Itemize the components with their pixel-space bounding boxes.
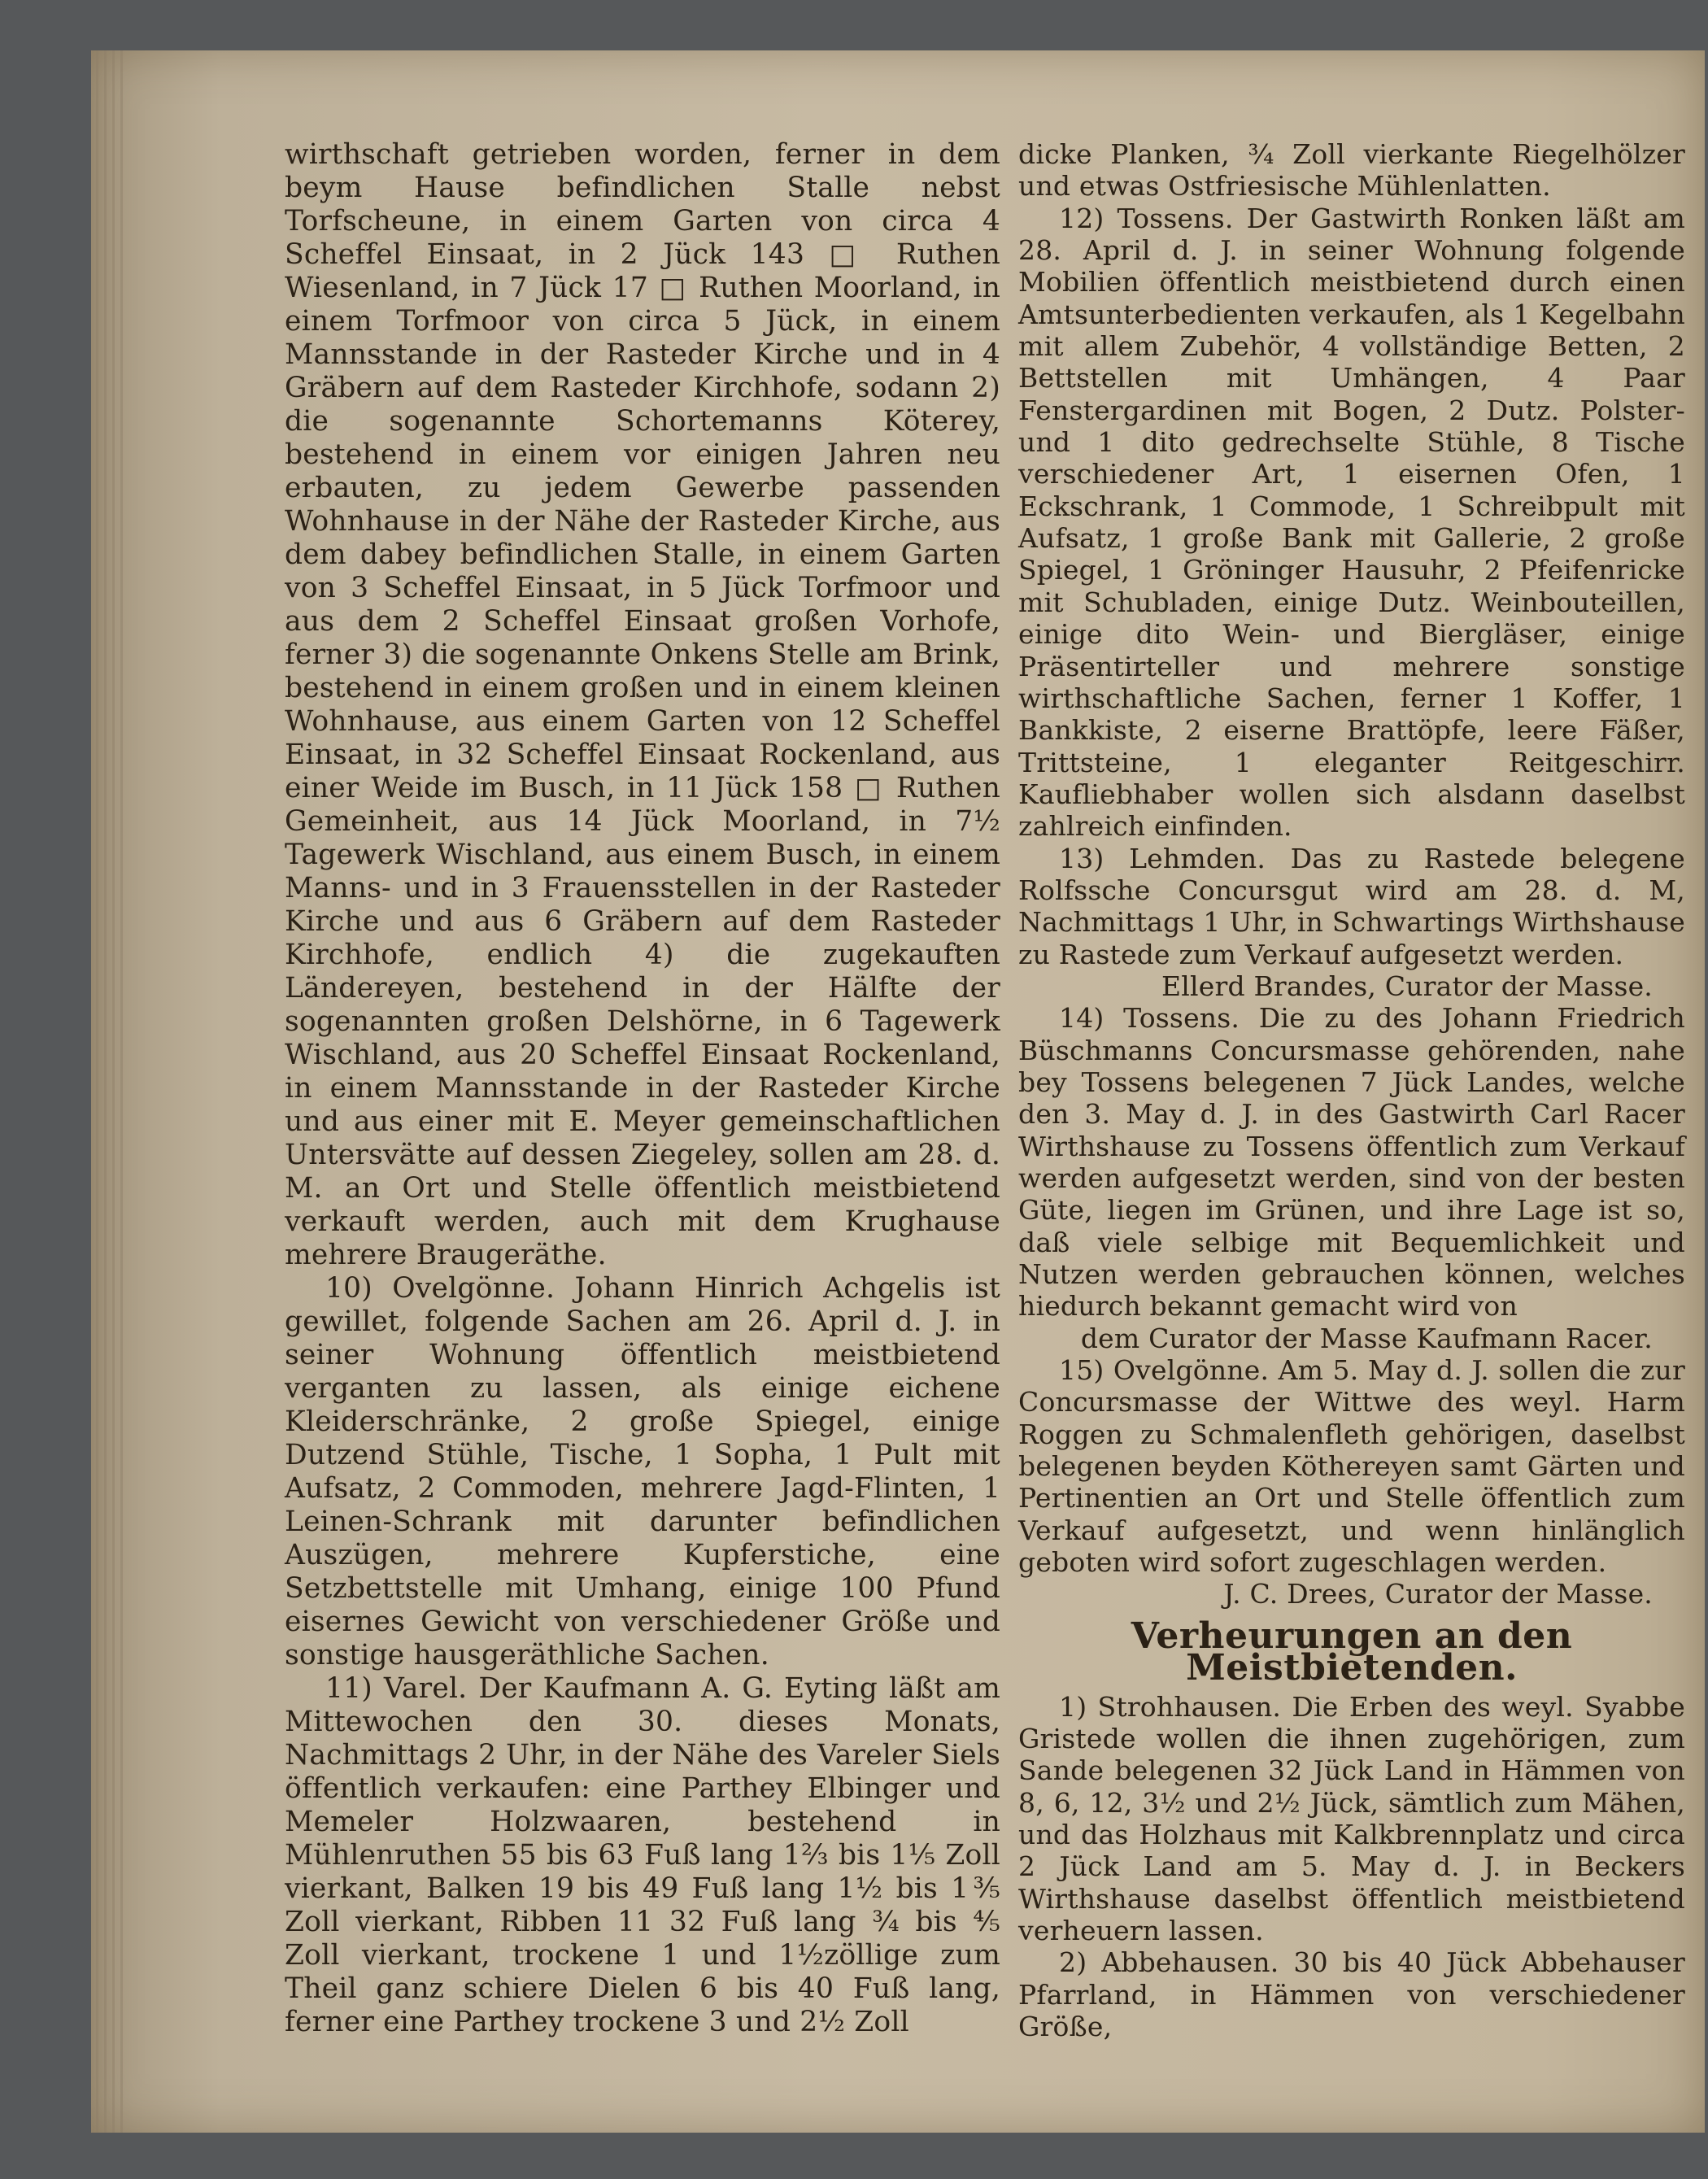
paragraph: 11) Varel. Der Kaufmann A. G. Eyting läßt am Mittewochen den 30. dieses Monats, Nachmittags 2 Uhr, in der Nähe des Vareler Siels öffentlich verkaufen: eine Parthey Elbinger und Memeler Holzwaaren, bestehend in Mühlenruthen 55 bis 63 Fuß lang 1⅔ bis 1⅕ Zoll vierkant, Balken 19 bis 49 Fuß lang 1½ bis 1⅗ Zoll vierkant, Ribben 11 32 Fuß lang ¾ bis ⅘ Zoll vierkant, trockene 1 und 1½zöllige zum Theil ganz schiere Dielen 6 bis 40 Fuß lang, ferner eine Parthey trockene 3 und 2½ Zoll bbox=[285, 1672, 1000, 2038]
page-edge bbox=[104, 50, 107, 2133]
signature-line: J. C. Drees, Curator der Masse. bbox=[1223, 1578, 1653, 1610]
paragraph: wirthschaft getrieben worden, ferner in dem beym Hause befindlichen Stalle nebst Torfscheune, in einem Garten von circa 4 Scheffel Einsaat, in 2 Jück 143 □ Ruthen Wiesenland, in 7 Jück 17 □ Ruthen Moorland, in einem Torfmoor von circa 5 Jück, in einem Mannsstande in der Rasteder Kirche und in 4 Gräbern auf dem Rasteder Kirchhofe, sodann 2) die sogenannte Schortemanns Köterey, bestehend in einem vor einigen Jahren neu erbauten, zu jedem Gewerbe passenden Wohnhause in der Nähe der Rasteder Kirche, aus dem dabey befindlichen Stalle, in einem Garten von 3 Scheffel Einsaat, in 5 Jück Torfmoor und aus dem 2 Scheffel Einsaat großen Vorhofe, ferner 3) die sogenannte Onkens Stelle am Brink, bestehend in einem großen und in einem kleinen Wohnhause, aus einem Garten von 12 Scheffel Einsaat, in 32 Scheffel Einsaat Rockenland, aus einer Weide im Busch, in 11 Jück 158 □ Ruthen Gemeinheit, aus 14 Jück Moorland, in 7½ Tagewerk Wischland, aus einem Busch, in einem Manns- und in 3 Frauensstellen in der Rasteder Kirche und aus 6 Gräbern auf dem Rasteder Kirchhofe, endlich 4) die zugekauften Ländereyen, bestehend in der Hälfte der sogenannten großen Delshörne, in 6 Tagewerk Wischland, aus 20 Scheffel Einsaat Rockenland, in einem Mannsstande in der Rasteder Kirche und aus einer mit E. Meyer gemeinschaftlichen Untersvätte auf dessen Ziegeley, sollen am 28. d. M. an Ort und Stelle öffentlich meistbietend verkauft werden, auch mit dem Krughause mehrere Braugeräthe. bbox=[285, 138, 1000, 1271]
page-edge bbox=[120, 50, 123, 2133]
right-column bbox=[1018, 138, 1685, 2042]
page-edge bbox=[96, 50, 98, 2133]
paragraph: 2) Abbehausen. 30 bis 40 Jück Abbehauser Pfarrland, in Hämmen von verschiedener Größe, bbox=[1018, 1946, 1685, 2042]
paragraph: 14) Tossens. Die zu des Johann Friedrich Büschmanns Concursmasse gehörenden, nahe bey Tossens belegenen 7 Jück Landes, welche den 3. May d. J. in des Gastwirth Carl Racer Wirthshause zu Tossens öffentlich zum Verkauf werden aufgesetzt werden, sind von der besten Güte, liegen im Grünen, und ihre Lage ist so, daß viele selbige mit Bequemlichkeit und Nutzen werden gebrauchen können, welches hiedurch bekannt gemacht wird von bbox=[1018, 1002, 1685, 1323]
page-edge bbox=[112, 50, 115, 2133]
paragraph: 12) Tossens. Der Gastwirth Ronken läßt am 28. April d. J. in seiner Wohnung folgende Mobilien öffentlich meistbietend durch einen Amtsunterbedienten verkaufen, als 1 Kegelbahn mit allem Zubehör, 4 vollständige Betten, 2 Bettstellen mit Umhängen, 4 Paar Fenstergardinen mit Bogen, 2 Dutz. Polster- und 1 dito gedrechselte Stühle, 8 Tische verschiedener Art, 1 eisernen Ofen, 1 Eckschrank, 1 Commode, 1 Schreibpult mit Aufsatz, 1 große Bank mit Gallerie, 2 große Spiegel, 1 Gröninger Hausuhr, 2 Pfeifenricke mit Schubladen, einige Dutz. Weinbouteillen, einige dito Wein- und Biergläser, einige Präsentirteller und mehrere sonstige wirthschaftliche Sachen, ferner 1 Koffer, 1 Bankkiste, 2 eiserne Brattöpfe, leere Fäßer, Trittsteine, 1 eleganter Reitgeschirr. Kaufliebhaber wollen sich alsdann daselbst zahlreich einfinden. bbox=[1018, 202, 1685, 843]
left-column bbox=[285, 138, 1000, 2039]
paragraph: 1) Strohhausen. Die Erben des weyl. Syabbe Gristede wollen die ihnen zugehörigen, zum Sande belegenen 32 Jück Land in Hämmen von 8, 6, 12, 3½ und 2½ Jück, sämtlich zum Mähen, und das Holzhaus mit Kalkbrennplatz und circa 2 Jück Land am 5. May d. J. in Beckers Wirthshause daselbst öffentlich meistbietend verheuern lassen. bbox=[1018, 1690, 1685, 1946]
paragraph: 10) Ovelgönne. Johann Hinrich Achgelis ist gewillet, folgende Sachen am 26. April d. J. in seiner Wohnung öffentlich meistbietend verganten zu lassen, als einige eichene Kleiderschränke, 2 große Spiegel, einige Dutzend Stühle, Tische, 1 Sopha, 1 Pult mit Aufsatz, 2 Commoden, mehrere Jagd-Flinten, 1 Leinen-Schrank mit darunter befindlichen Auszügen, mehrere Kupferstiche, eine Setzbettstelle mit Umhang, einige 100 Pfund eisernes Gewicht von verschiedener Größe und sonstige hausgeräthliche Sachen. bbox=[285, 1272, 1000, 1671]
signature-line: dem Curator der Masse Kaufmann Racer. bbox=[1080, 1322, 1653, 1354]
paragraph: 15) Ovelgönne. Am 5. May d. J. sollen die zur Concursmasse der Wittwe des weyl. Harm Roggen zu Schmalenfleth gehörigen, daselbst belegenen beyden Köthereyen samt Gärten und Pertinentien an Ort und Stelle öffentlich zum Verkauf aufgesetzt, und wenn hinlänglich geboten wird sofort zugeschlagen werden. bbox=[1018, 1354, 1685, 1579]
section-heading: Verheurungen an den Meistbietenden. bbox=[1131, 1615, 1573, 1689]
paragraph: dicke Planken, ¾ Zoll vierkante Riegelhölzer und etwas Ostfriesische Mühlenlatten. bbox=[1018, 138, 1685, 203]
signature-line: Ellerd Brandes, Curator der Masse. bbox=[1161, 970, 1653, 1002]
paragraph: 13) Lehmden. Das zu Rastede belegene Rolfssche Concursgut wird am 28. d. M, Nachmittags 1 Uhr, in Schwartings Wirthshause zu Rastede zum Verkauf aufgesetzt werden. bbox=[1018, 842, 1685, 970]
